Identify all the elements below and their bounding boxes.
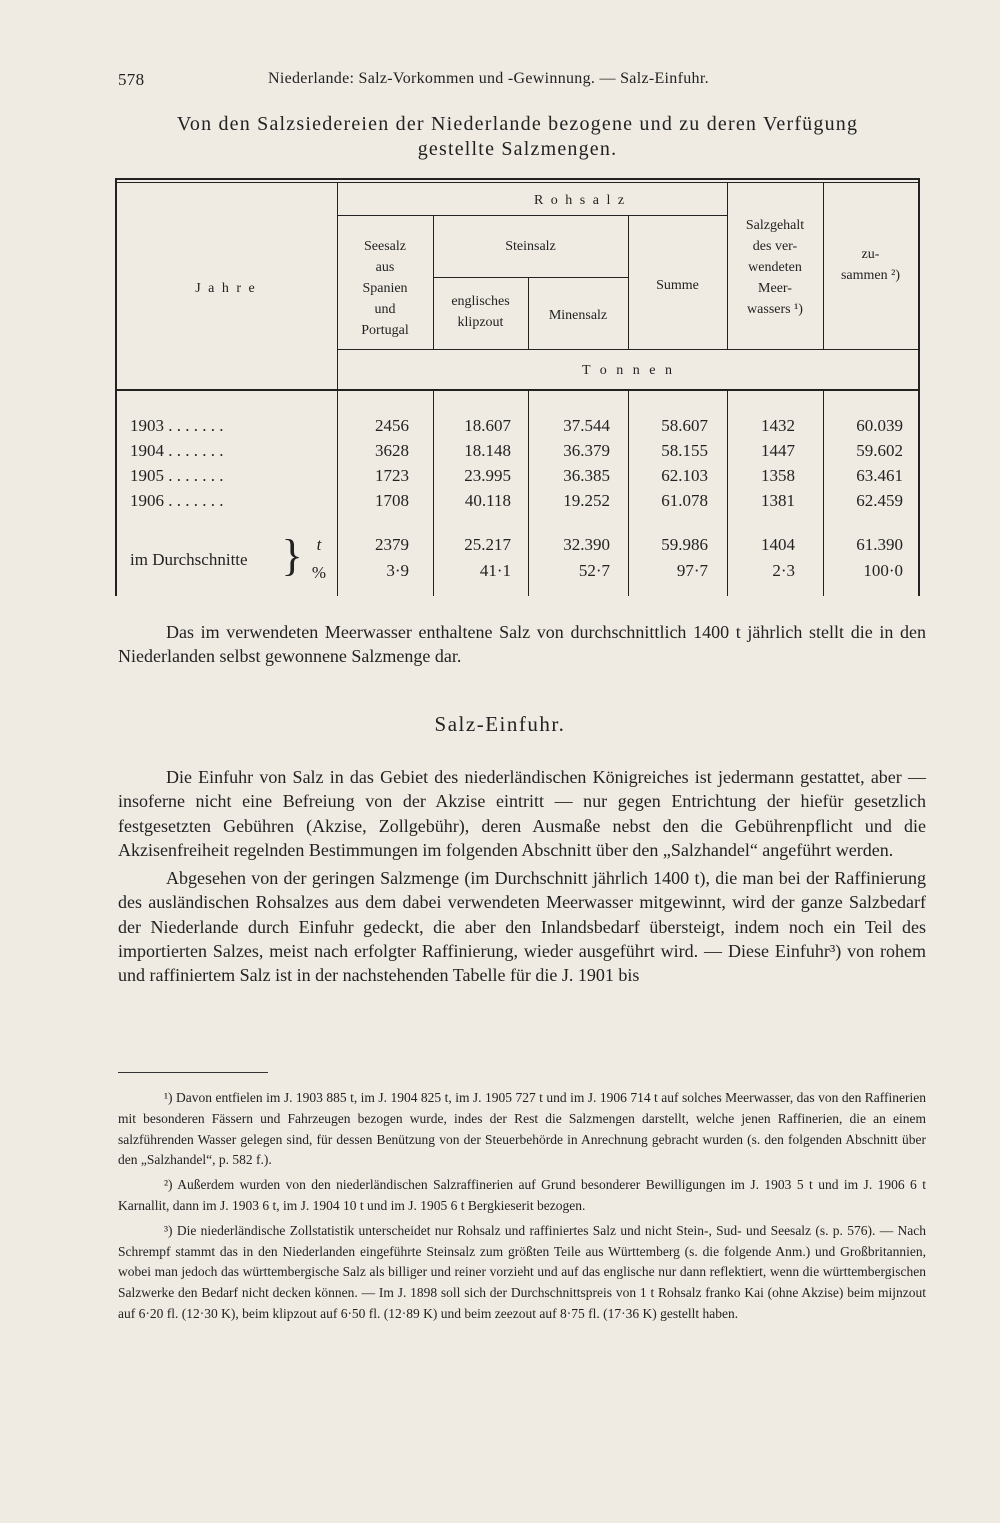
footnote-1: ¹) Davon entfielen im J. 1903 885 t, im J. 1904 825 t, im J. 1905 727 t und im J. 1906 714 t auf solches Meerwasser, das von den Raffinerien mit besonderen Fässern und Fahrzeugen bezogen wurde, indes der Rest die Salzmengen darstellt, welche jenen Raffinerien, die an einem salzführenden Wasser gelegen sind, für dessen Benützung von der Steuerbehörde in Anrechnung gebracht wurden (s. den folgenden Abschnitt über den „Salzhandel“, p. 582 f.). [118,1090,926,1168]
header-zusammen: zu- sammen ²) [840,247,900,283]
body-paragraph: Die Einfuhr von Salz in das Gebiet des niederländischen Königreiches ist jedermann gestattet, aber — insoferne nicht eine Befreiung von der Akzise eintritt — nur gegen Entrichtung der hiefür gesetzlich festgesetzten Gebühren (Akzise, Zollgebühr), deren Ausmaße nebst den die Gebührenpflicht und die Akzisenfreiheit regelnden Bestimmungen im folgenden Abschnitt über den „Salzhandel“ angeführt werden. [118,767,926,860]
table-title-line-2: gestellte Salzmengen. [417,138,618,160]
paragraph-after-table: Das im verwendeten Meerwasser enthaltene Salz von durchschnittlich 1400 t jährlich stellt die in den Niederlanden selbst gewonnene Salzmenge dar. [118,622,926,667]
body-paragraph: Abgesehen von der geringen Salzmenge (im Durchschnitt jährlich 1400 t), die man bei der Raffinierung des ausländischen Rohsalzes aus dem dabei verwendeten Meerwasser mitgewinnt, wird der ganze Salzbedarf der Niederlande durch Einfuhr gedeckt, die aber den Inlandsbedarf übersteigt, indem noch ein Teil des importierten Salzes, meist nach erfolgter Raffinierung, wieder ausgeführt wird. — Diese Einfuhr³) von rohem und raffiniertem Salz ist in der nachstehenden Tabelle für die J. 1901 bis [118,868,926,986]
header-tonnen: T o n n e n [581,363,675,378]
average-unit-t: t [316,535,322,554]
header-minensalz: Minensalz [548,308,608,323]
header-seesalz: Seesalz aus Spanien und Portugal [361,239,409,338]
header-englisches-klipzout: englisches klipzout [451,294,510,330]
header-steinsalz: Steinsalz [505,239,556,254]
footnotes [118,1088,926,1329]
average-label: im Durchschnitte [130,550,248,569]
footnote-rule [118,1072,268,1073]
header-salzgehalt: Salzgehalt des ver- wendeten Meer- wassers ¹) [745,218,805,317]
header-rohsalz: R o h s a l z [533,193,627,208]
footnote-3: ³) Die niederländische Zollstatistik unterscheidet nur Rohsalz und raffiniertes Salz und nicht Stein-, Sud- und Seesalz (s. p. 576). — Nach Schrempf stammt das in den Niederlanden eingeführte Steinsalz zum größten Teile aus Württemberg (s. die folgende Anm.) und Großbritannien, wobei man jedoch das württembergische Salz als billiger und reiner vorzieht und auf das englische nur dann reflektiert, wenn die württembergischen Salzwerke den Bedarf nicht decken können. — Im J. 1898 soll sich der Durchschnittspreis von 1 t Rohsalz franko Kai (ohne Akzise) beim mijnzout auf 6·20 fl. (12·30 K), beim klipzout auf 6·50 fl. (12·89 K) und beim zeezout auf 8·75 fl. (17·36 K) gestellt haben. [118,1222,926,1321]
header-jahre: J a h r e [195,281,257,296]
average-brace: } [281,531,303,580]
header-summe: Summe [656,278,699,293]
section-heading: Salz-Einfuhr. [434,712,566,736]
average-unit-pct: % [311,563,327,582]
page-number: 578 [118,70,145,89]
salt-table: J a h r e R o h s a l z Seesalz aus Spanien und Portugal Steinsalz englisches klipzout Minensalz Summe Salzgehalt des ver- wendeten Meer- wassers ¹) zu- sammen ²) T o n n e n 1903 . . . . . . . 2456 18.607 37.544 58.607 1432 60.039 1904 . . . . . . . 3628 18.148 36.379 58.155 1447 59.602 1905 . . . . . . . 1723 23.995 36.385 62.103 1358 63.461 1906 . . . . . . . 1708 40.118 19.252 61.078 1381 62.459 im Durchschnitte } t % 2379 25.217 32.390 59.986 1404 61.390 3·9 41·1 52·7 97·7 2·3 100·0 [115,178,920,596]
running-title: Niederlande: Salz-Vorkommen und -Gewinnung. — Salz-Einfuhr. [268,70,709,87]
table-title [110,112,925,162]
table-title-line-1: Von den Salzsiedereien der Niederlande bezogene und zu deren Verfügung [176,113,859,135]
footnote-2: ²) Außerdem wurden von den niederländischen Salzraffinerien auf Grund besonderer Bewilligungen im J. 1903 5 t und im J. 1906 6 t Karnallit, dann im J. 1903 6 t, im J. 1904 10 t und im J. 1905 6 t Bergkieserit bezogen. [118,1177,926,1213]
body-text [118,765,926,992]
